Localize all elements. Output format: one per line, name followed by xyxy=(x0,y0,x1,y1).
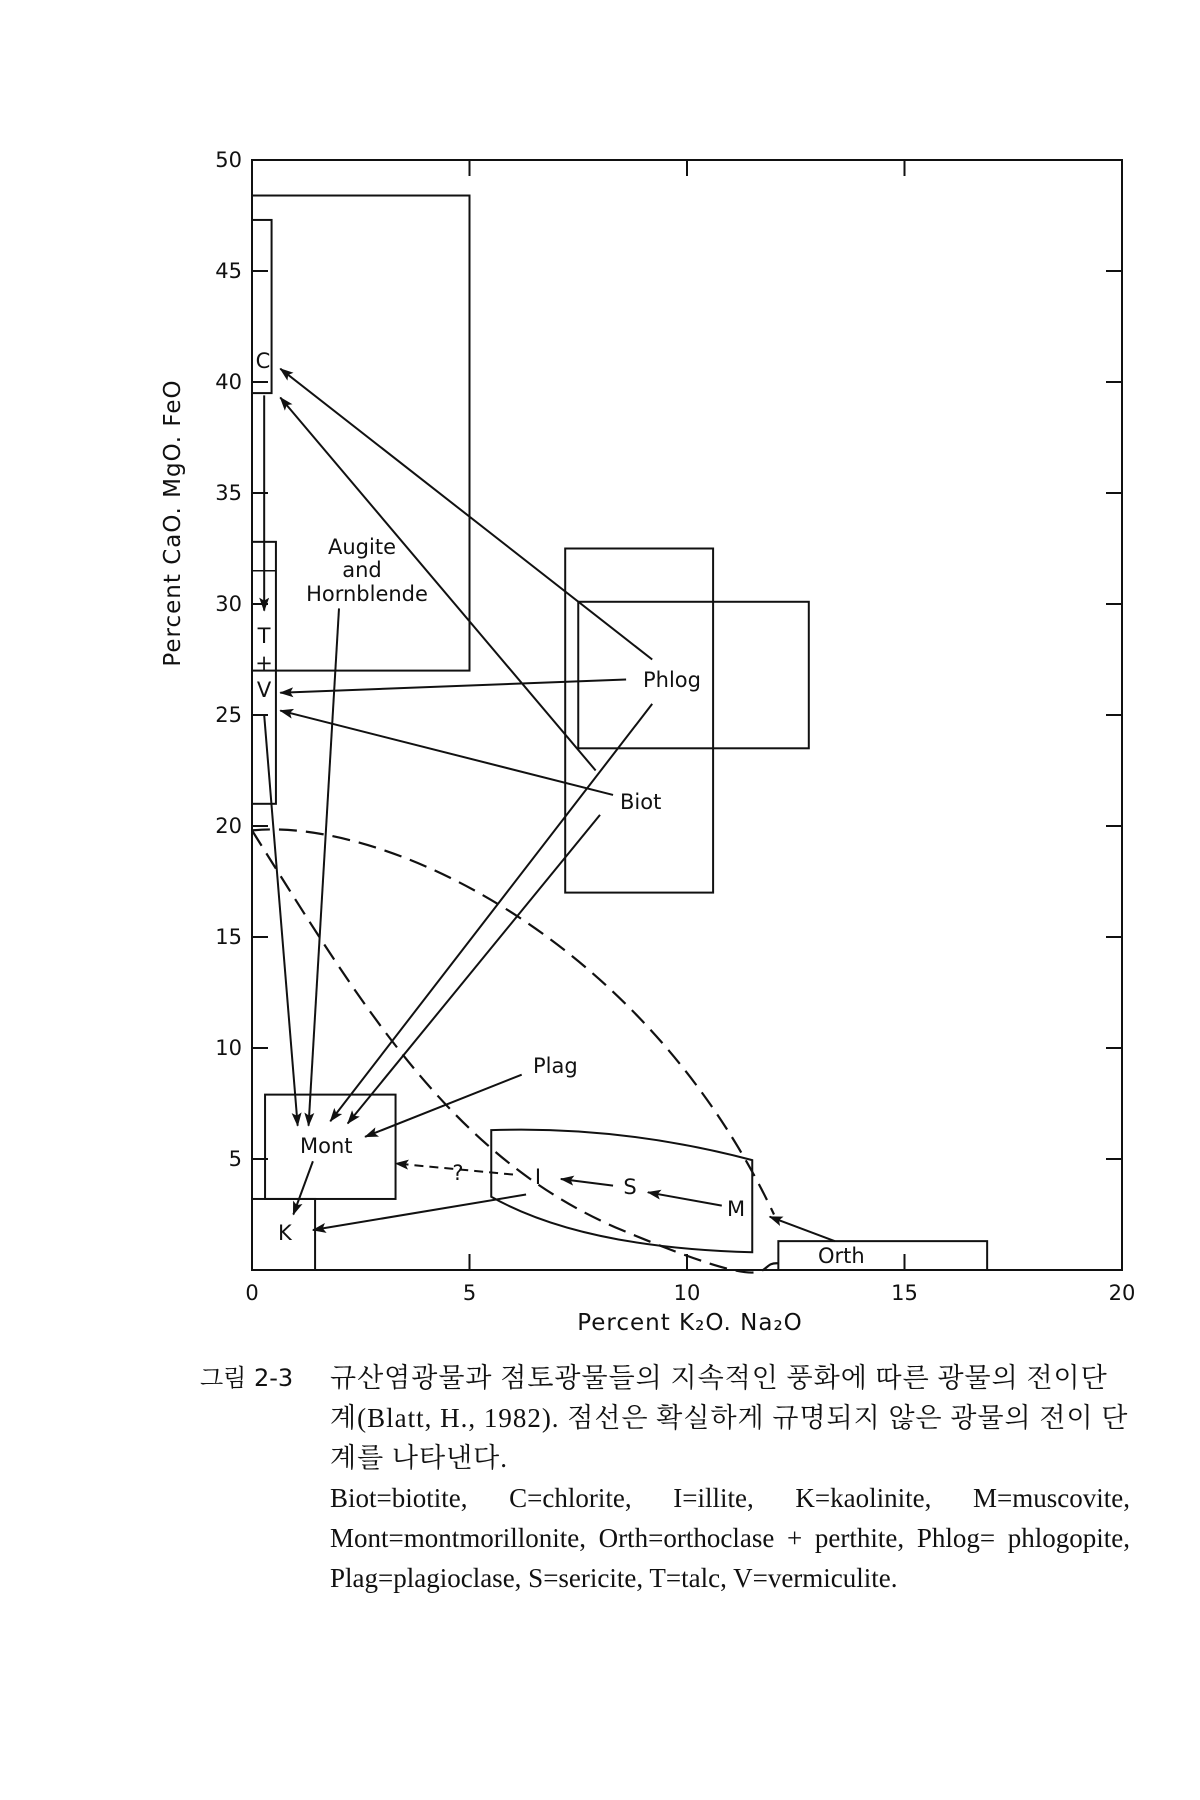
caption-legend: Biot=biotite, C=chlorite, I=illite, K=kaolinite, M=muscovite, Mont=montmorillonite, Orth=orthoclase + perthite, Phlog= phlogopite, Plag=plagioclase, S=sericite, T=talc, V=vermiculite. xyxy=(330,1483,1130,1593)
label-s: S xyxy=(623,1175,637,1199)
label-v: V xyxy=(256,678,272,702)
label-m: M xyxy=(726,1197,746,1221)
arrow-tv-to-mont xyxy=(264,715,297,1126)
field-i-s-m xyxy=(491,1130,752,1253)
label-plag: Plag xyxy=(533,1054,578,1078)
arrow-plag-to-mont xyxy=(365,1075,522,1137)
field-orth xyxy=(778,1241,987,1270)
figure-number: 그림 2-3 xyxy=(200,1364,294,1392)
transition-arrows xyxy=(264,369,835,1241)
arrow-augite-to-mont xyxy=(309,608,339,1125)
arrow-s-to-i xyxy=(561,1179,613,1186)
arrow-phlog-to-c xyxy=(280,369,652,660)
label-augite-3: Hornblende xyxy=(306,582,428,606)
x-tick-label-10: 10 xyxy=(673,1281,701,1305)
label-augite-2: and xyxy=(342,558,382,582)
figure-caption xyxy=(200,1358,1130,1598)
label-phlog: Phlog xyxy=(643,668,701,692)
x-tick-label-0: 0 xyxy=(245,1281,259,1305)
label-augite-1: Augite xyxy=(328,535,396,559)
caption-text: 규산염광물과 점토광물들의 지속적인 풍화에 따른 광물의 전이단계(Blatt, H., 1982). 점선은 확실하게 규명되지 않은 광물의 전이 단계를 나타낸다. xyxy=(330,1363,1129,1473)
y-tick-label-10: 10 xyxy=(215,1036,242,1060)
arrow-mont-to-k xyxy=(293,1161,313,1214)
arrow-phlog-to-tv xyxy=(280,679,626,692)
label-plus: + xyxy=(255,651,273,675)
label-i: I xyxy=(534,1165,542,1189)
x-tick-label-20: 20 xyxy=(1108,1281,1136,1305)
label-mont: Mont xyxy=(300,1134,353,1158)
x-axis-title: Percent K₂O. Na₂O xyxy=(577,1310,803,1336)
tick-labels xyxy=(215,148,1135,1305)
plot-frame-and-ticks xyxy=(252,160,1122,1270)
y-tick-label-45: 45 xyxy=(215,259,242,283)
y-tick-label-50: 50 xyxy=(215,148,242,172)
x-tick-label-15: 15 xyxy=(891,1281,918,1305)
label-biot: Biot xyxy=(620,790,662,814)
arrow-orth-to-m xyxy=(770,1217,835,1241)
y-axis-title: Percent CaO. MgO. FeO xyxy=(160,379,186,667)
y-tick-label-25: 25 xyxy=(215,703,242,727)
y-tick-label-15: 15 xyxy=(215,925,242,949)
y-tick-label-40: 40 xyxy=(215,370,242,394)
plot-frame xyxy=(252,160,1122,1270)
label-t: T xyxy=(257,624,271,648)
mineral-fields xyxy=(252,196,987,1270)
y-tick-label-35: 35 xyxy=(215,481,242,505)
arrow-phlog-to-mont xyxy=(330,704,652,1121)
dashed-curve-inner xyxy=(252,830,778,1272)
label-k: K xyxy=(278,1221,292,1245)
label-question: ? xyxy=(452,1161,464,1185)
dashed-curves xyxy=(252,829,778,1272)
arrow-m-to-s xyxy=(648,1192,722,1205)
y-tick-label-5: 5 xyxy=(228,1147,242,1171)
y-tick-label-20: 20 xyxy=(215,814,242,838)
label-c: C xyxy=(255,349,271,373)
y-tick-label-30: 30 xyxy=(215,592,242,616)
label-orth: Orth xyxy=(818,1244,865,1268)
x-tick-label-5: 5 xyxy=(462,1281,477,1305)
